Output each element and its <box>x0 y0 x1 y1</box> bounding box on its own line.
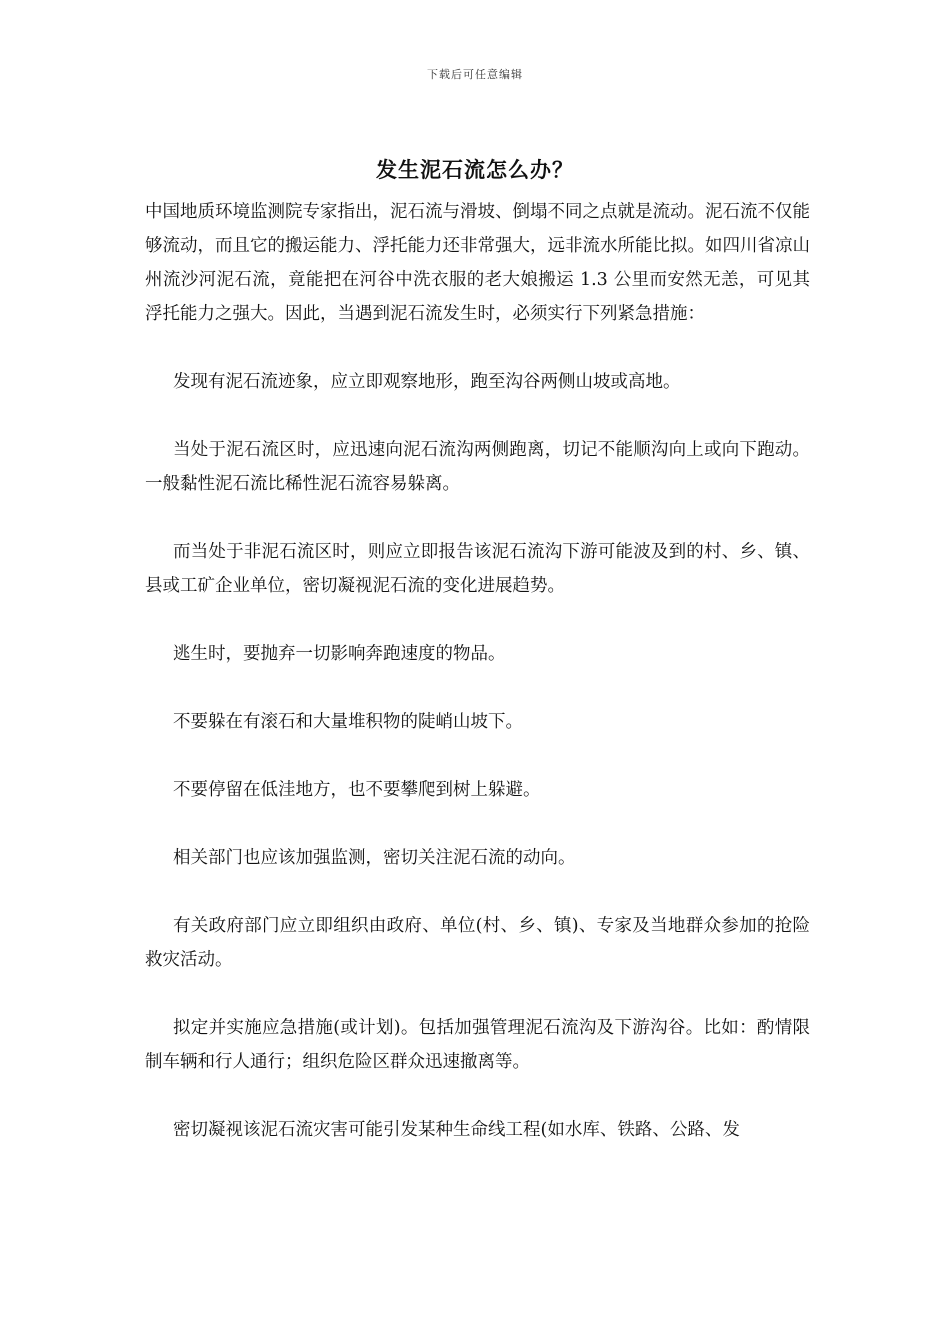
paragraph: 当处于泥石流区时，应迅速向泥石流沟两侧跑离，切记不能顺沟向上或向下跑动。一般黏性泥石流比稀性泥石流容易躲离。 <box>145 440 810 494</box>
paragraph-intro: 中国地质环境监测院专家指出，泥石流与滑坡、倒塌不同之点就是流动。泥石流不仅能够流动，而且它的搬运能力、浮托能力还非常强大，远非流水所能比拟。如四川省凉山州流沙河泥石流，竟能把在河谷中洗衣服的老大娘搬运 1.3 公里而安然无恙，可见其浮托能力之强大。因此，当遇到泥石流发生时，必须实行下列紧急措施： <box>145 202 810 324</box>
paragraph: 不要躲在有滚石和大量堆积物的陡峭山坡下。 <box>173 712 523 732</box>
paragraph: 密切凝视该泥石流灾害可能引发某种生命线工程(如水库、铁路、公路、发 <box>173 1120 740 1140</box>
header-note: 下载后可任意编辑 <box>427 68 523 81</box>
paragraph: 相关部门也应该加强监测，密切关注泥石流的动向。 <box>173 848 576 868</box>
paragraph: 而当处于非泥石流区时，则应立即报告该泥石流沟下游可能波及到的村、乡、镇、县或工矿企业单位，密切凝视泥石流的变化进展趋势。 <box>145 542 810 596</box>
paragraph: 不要停留在低洼地方，也不要攀爬到树上躲避。 <box>173 780 541 800</box>
document-body <box>145 195 810 1181</box>
paragraph: 逃生时，要抛弃一切影响奔跑速度的物品。 <box>173 644 506 664</box>
document-title: 发生泥石流怎么办？ <box>376 157 574 182</box>
paragraph: 拟定并实施应急措施(或计划)。包括加强管理泥石流沟及下游沟谷。比如：酌情限制车辆和行人通行；组织危险区群众迅速撤离等。 <box>145 1018 810 1072</box>
paragraph: 发现有泥石流迹象，应立即观察地形，跑至沟谷两侧山坡或高地。 <box>173 372 681 392</box>
paragraph: 有关政府部门应立即组织由政府、单位(村、乡、镇)、专家及当地群众参加的抢险救灾活动。 <box>145 916 810 970</box>
